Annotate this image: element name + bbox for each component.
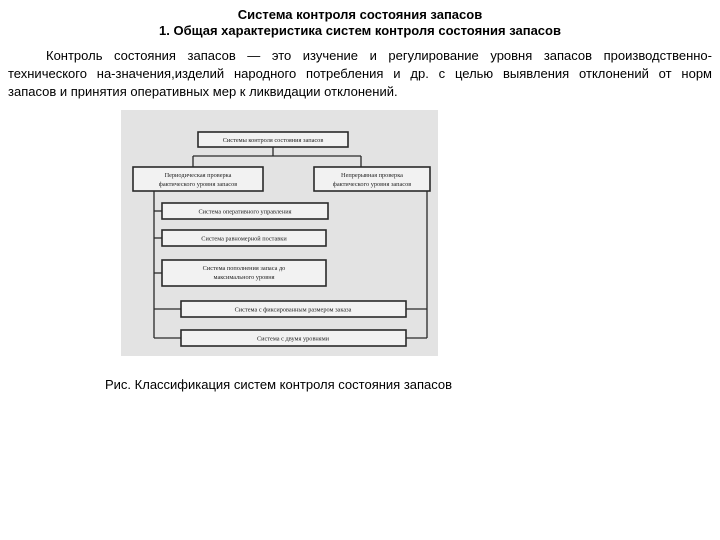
item-node-3 <box>162 260 326 286</box>
right-branch-label: фактического уровня запасов <box>332 181 412 188</box>
paragraph-line: запасов и принятия оперативных мер к ликвидации отклонений. <box>8 84 398 99</box>
document-title: Система контроля состояния запасов <box>237 7 483 22</box>
section-heading: 1. Общая характеристика систем контроля состояния запасов <box>159 23 561 38</box>
figure-caption: Рис. Классификация систем контроля состояния запасов <box>105 377 453 392</box>
paragraph-line: Контроль состояния запасов — это изучение и регулирование уровня запасов производственно- <box>46 48 712 63</box>
item-label-3: Система пополнения запаса до <box>202 265 286 272</box>
intro-paragraph <box>8 47 712 101</box>
item-label-5: Система с двумя уровнями <box>256 335 330 343</box>
left-branch-label: Периодическая проверка <box>164 172 232 179</box>
left-branch-label: фактического уровня запасов <box>158 181 238 188</box>
right-branch-label: Непрерывная проверка <box>341 172 403 179</box>
item-label-1: Система оперативного управления <box>198 208 292 216</box>
item-label-3: максимального уровня <box>213 274 275 281</box>
root-node-label: Системы контроля состояния запасов <box>222 137 324 144</box>
paragraph-line: технического на-значения,изделий народного потребления и др. с целью выявления отклонений от норм <box>8 66 712 81</box>
classification-diagram <box>121 110 438 356</box>
item-label-4: Система с фиксированным размером заказа <box>234 306 352 314</box>
item-label-2: Система равномерной поставки <box>201 235 287 243</box>
